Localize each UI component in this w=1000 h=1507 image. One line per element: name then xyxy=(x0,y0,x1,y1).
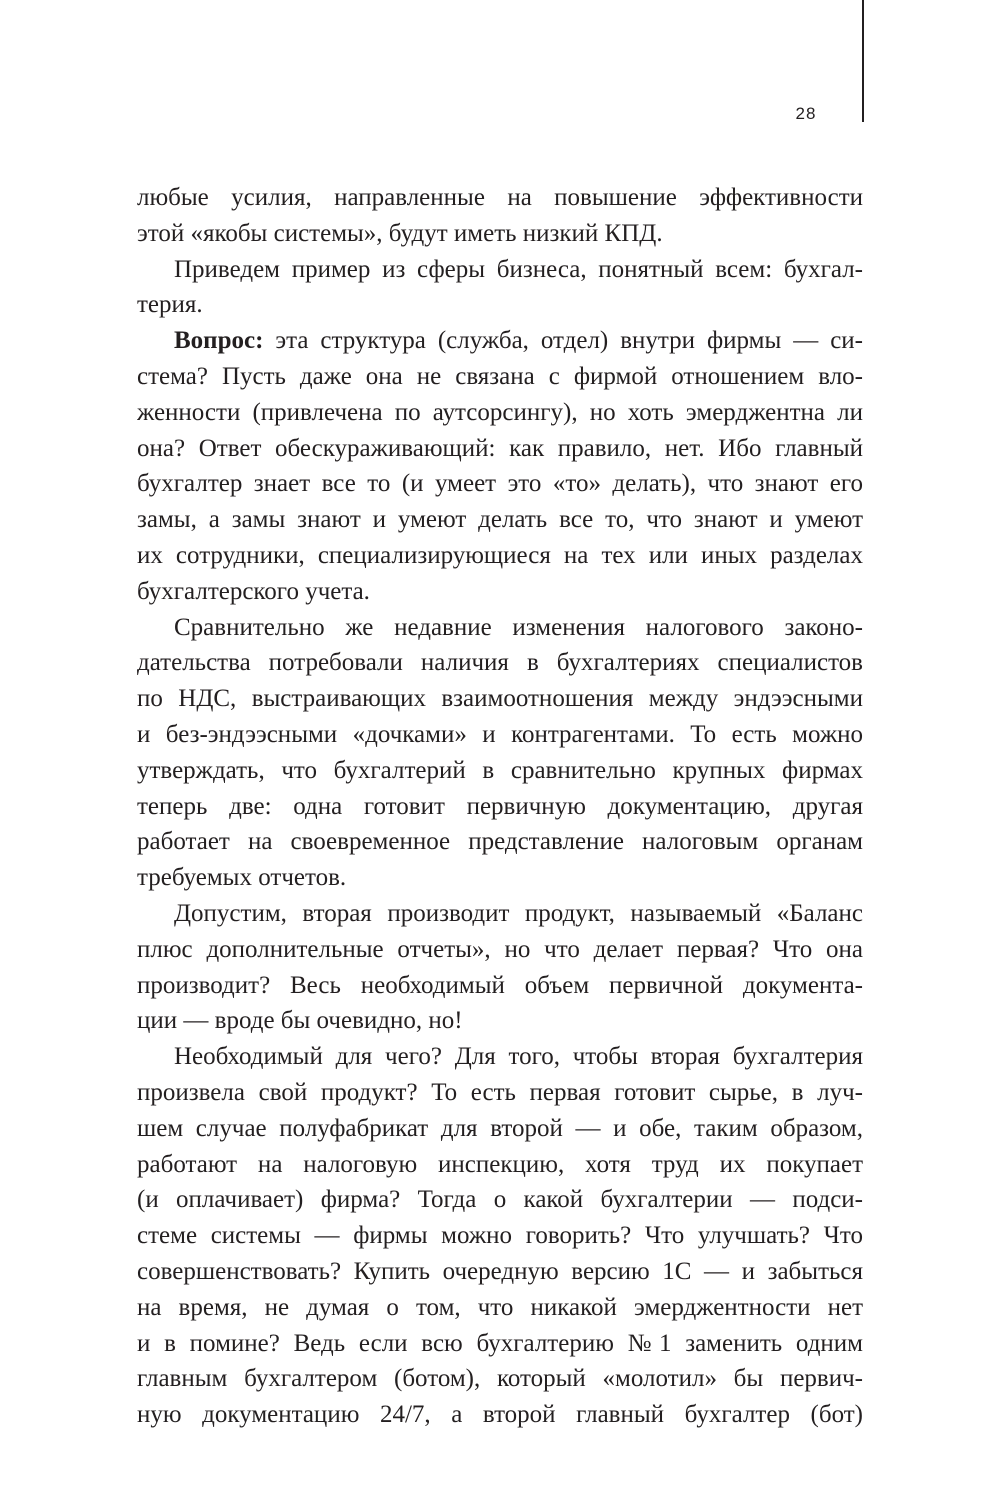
line-text: терия. xyxy=(137,291,203,319)
text-line xyxy=(137,287,863,323)
line-text: бухгалтер знает все то (и умеет это «то» делать), что знают его xyxy=(137,470,863,498)
text-line xyxy=(137,789,863,825)
paragraph-first-line xyxy=(137,323,863,359)
line-text: стеме системы — фирмы можно говорить? Что улучшать? Что xyxy=(137,1222,863,1250)
text-line xyxy=(137,574,863,610)
line-text: совершенствовать? Купить очередную версию 1С — и забыться xyxy=(137,1257,863,1285)
line-text: ную документацию 24/7, а второй главный бухгалтер (бот) xyxy=(137,1401,863,1429)
text-line xyxy=(137,1290,863,1326)
text-line xyxy=(137,538,863,574)
bold-lead-term: Вопрос: xyxy=(174,327,264,355)
body-text xyxy=(137,180,863,1433)
line-text: любые усилия, направленные на повышение эффективности xyxy=(137,184,863,211)
line-text: Необходимый для чего? Для того, чтобы вторая бухгалтерия xyxy=(174,1043,863,1071)
line-text: их сотрудники, специализирующиеся на тех или иных разделах xyxy=(137,541,863,569)
line-text: главным бухгалтером (ботом), который «молотил» бы первич- xyxy=(137,1365,863,1393)
line-text: производит? Весь необходимый объем первичной документа- xyxy=(137,971,863,999)
text-line xyxy=(137,1361,863,1397)
paragraph-first-line xyxy=(137,896,863,932)
line-text: ции — вроде бы очевидно, но! xyxy=(137,1007,463,1035)
text-line xyxy=(137,1326,863,1362)
text-line xyxy=(137,1182,863,1218)
line-text: Сравнительно же недавние изменения налогового законо- xyxy=(174,613,863,641)
line-text: требуемых отчетов. xyxy=(137,864,347,892)
text-line xyxy=(137,717,863,753)
text-line xyxy=(137,466,863,502)
paragraph-first-line xyxy=(137,1039,863,1075)
line-text: Допустим, вторая производит продукт, называемый «Баланс xyxy=(174,899,863,927)
text-line xyxy=(137,1003,863,1039)
text-line xyxy=(137,1075,863,1111)
text-line xyxy=(137,645,863,681)
text-line xyxy=(137,1218,863,1254)
line-text: замы, а замы знают и умеют делать все то, что знают и умеют xyxy=(137,506,863,534)
line-text: стема? Пусть даже она не связана с фирмой отношением вло- xyxy=(137,362,863,390)
text-line xyxy=(137,359,863,395)
line-text: женности (привлечена по аутсорсингу), но хоть эмерджентна ли xyxy=(137,398,863,426)
line-text: дательства потребовали наличия в бухгалтериях специалистов xyxy=(137,649,863,677)
line-text: произвела свой продукт? То есть первая готовит сырье, в луч- xyxy=(137,1078,863,1106)
line-text: работает на своевременное представление налоговым органам xyxy=(137,828,863,856)
line-text: утверждать, что бухгалтерий в сравнительно крупных фирмах xyxy=(137,756,863,784)
text-line xyxy=(137,502,863,538)
text-line xyxy=(137,431,863,467)
text-line xyxy=(137,753,863,789)
text-line xyxy=(137,860,863,896)
line-text: на время, не думая о том, что никакой эмерджентности нет xyxy=(137,1293,863,1321)
line-text: Приведем пример из сферы бизнеса, понятный всем: бухгал- xyxy=(174,255,863,283)
line-text: шем случае полуфабрикат для второй — и обе, таким образом, xyxy=(137,1114,863,1142)
text-line xyxy=(137,1147,863,1183)
text-line xyxy=(137,395,863,431)
text-line xyxy=(137,681,863,717)
line-text: и без-эндээсными «дочками» и контрагентами. То есть можно xyxy=(137,720,863,748)
text-line xyxy=(137,1397,863,1433)
line-text: (и оплачивает) фирма? Тогда о какой бухгалтерии — подси- xyxy=(137,1186,863,1214)
text-line xyxy=(137,180,863,216)
text-line xyxy=(137,932,863,968)
text-line xyxy=(137,1254,863,1290)
line-text: работают на налоговую инспекцию, хотя труд их покупает xyxy=(137,1150,863,1178)
line-text: она? Ответ обескураживающий: как правило, нет. Ибо главный xyxy=(137,434,863,462)
line-text: бухгалтерского учета. xyxy=(137,577,370,605)
line-text: плюс дополнительные отчеты», но что делает первая? Что она xyxy=(137,935,863,963)
page-number: 28 xyxy=(795,104,817,123)
line-text: теперь две: одна готовит первичную документацию, другая xyxy=(137,792,863,820)
line-text: по НДС, выстраивающих взаимоотношения между эндээсными xyxy=(137,685,863,713)
paragraph-first-line xyxy=(137,252,863,288)
page-header-rule xyxy=(862,0,864,122)
line-text: этой «якобы системы», будут иметь низкий КПД. xyxy=(137,219,663,247)
text-line xyxy=(137,824,863,860)
paragraph-first-line xyxy=(137,610,863,646)
text-line xyxy=(137,1111,863,1147)
line-text: и в помине? Ведь если всю бухгалтерию №1 заменить одним xyxy=(137,1329,863,1357)
line-text: эта структура (служба, отдел) внутри фирмы — си- xyxy=(263,327,863,355)
text-line xyxy=(137,968,863,1004)
text-line xyxy=(137,216,863,252)
